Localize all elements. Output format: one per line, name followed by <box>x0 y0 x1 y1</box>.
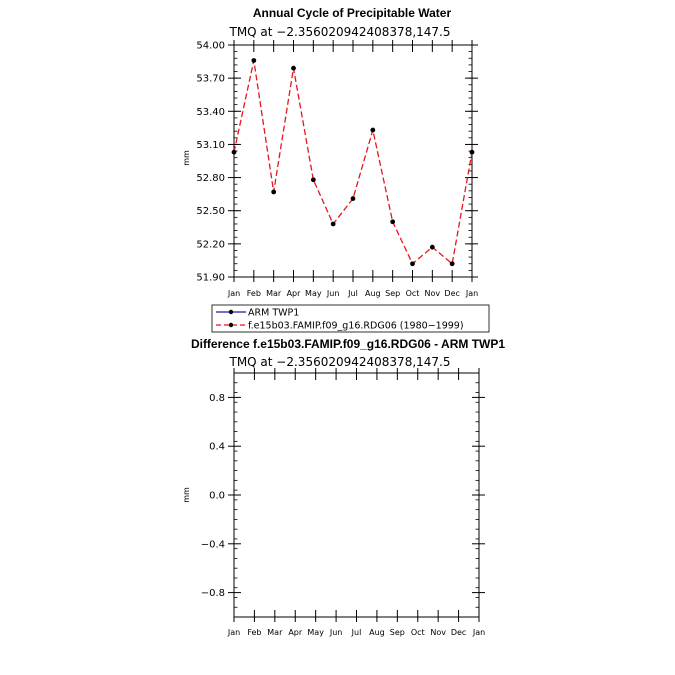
data-point <box>430 245 435 250</box>
x-ticks <box>227 40 478 298</box>
y-tick-label: 0.0 <box>209 490 225 502</box>
data-point <box>351 196 356 201</box>
series-line <box>234 60 472 263</box>
x-tick-label: Dec <box>450 628 467 637</box>
x-tick-label: Aug <box>365 289 381 298</box>
y-tick-label: 53.70 <box>196 73 225 85</box>
x-tick-label: Mar <box>266 289 282 298</box>
y-tick-label: 52.80 <box>196 173 225 185</box>
x-tick-label: May <box>307 628 324 637</box>
x-tick-label: Oct <box>405 289 420 298</box>
chart-title: Annual Cycle of Precipitable Water <box>252 6 452 20</box>
x-tick-label: Jan <box>472 628 486 637</box>
x-tick-label: Mar <box>267 628 283 637</box>
legend-label-model: f.e15b03.FAMIP.f09_g16.RDG06 (1980−1999) <box>248 320 464 332</box>
x-ticks <box>227 368 485 637</box>
y-axis-label: mm <box>182 150 191 166</box>
data-point <box>251 58 256 63</box>
plot-frame <box>234 45 472 277</box>
x-tick-label: Nov <box>430 628 446 637</box>
x-tick-label: Feb <box>247 628 262 637</box>
x-tick-label: Jun <box>326 289 340 298</box>
y-tick-label: 54.00 <box>196 40 225 52</box>
chart-title: Difference f.e15b03.FAMIP.f09_g16.RDG06 - ARM TWP1 <box>190 337 506 351</box>
x-tick-label: Sep <box>389 628 405 637</box>
data-point <box>311 177 316 182</box>
y-ticks <box>196 41 478 284</box>
y-tick-label: 0.8 <box>209 392 225 404</box>
x-tick-label: May <box>305 289 322 298</box>
data-point <box>390 219 395 224</box>
data-point <box>470 150 475 155</box>
y-tick-label: −0.4 <box>200 539 225 551</box>
legend-label-arm-twp1: ARM TWP1 <box>248 307 300 319</box>
x-tick-label: Jul <box>351 628 362 637</box>
x-tick-label: Aug <box>369 628 385 637</box>
y-ticks <box>201 373 485 617</box>
x-tick-label: Oct <box>410 628 425 637</box>
data-point <box>410 261 415 266</box>
y-tick-label: 51.90 <box>196 272 225 284</box>
y-axis-label: mm <box>182 487 191 503</box>
x-tick-label: Jan <box>227 289 241 298</box>
data-point <box>331 222 336 227</box>
x-tick-label: Jul <box>348 289 358 298</box>
legend-marker-model <box>229 323 233 327</box>
x-tick-label: Dec <box>444 289 460 298</box>
data-point <box>450 261 455 266</box>
y-tick-label: 53.10 <box>196 139 225 151</box>
y-tick-label: 0.4 <box>209 441 225 453</box>
y-tick-label: −0.8 <box>200 588 225 600</box>
x-tick-label: Apr <box>288 628 303 637</box>
y-tick-label: 52.20 <box>196 239 225 251</box>
data-point <box>370 128 375 133</box>
x-tick-label: Sep <box>385 289 401 298</box>
plot-frame <box>234 373 479 617</box>
chart-subtitle: TMQ at −2.356020942408378,147.5 <box>229 25 451 39</box>
legend-marker-arm-twp1 <box>229 310 233 314</box>
x-tick-label: Apr <box>286 289 301 298</box>
data-point <box>232 150 237 155</box>
data-point <box>271 190 276 195</box>
x-tick-label: Feb <box>246 289 261 298</box>
x-tick-label: Jan <box>227 628 241 637</box>
annual-cycle-panel <box>182 6 478 298</box>
data-point <box>291 66 296 71</box>
series-layer <box>232 58 475 266</box>
difference-panel <box>182 337 505 637</box>
chart-subtitle: TMQ at −2.356020942408378,147.5 <box>229 355 451 369</box>
legend <box>212 305 489 332</box>
x-tick-label: Nov <box>424 289 441 298</box>
y-tick-label: 53.40 <box>196 106 225 118</box>
x-tick-label: Jan <box>465 289 479 298</box>
y-tick-label: 52.50 <box>196 206 225 218</box>
x-tick-label: Jun <box>329 628 343 637</box>
